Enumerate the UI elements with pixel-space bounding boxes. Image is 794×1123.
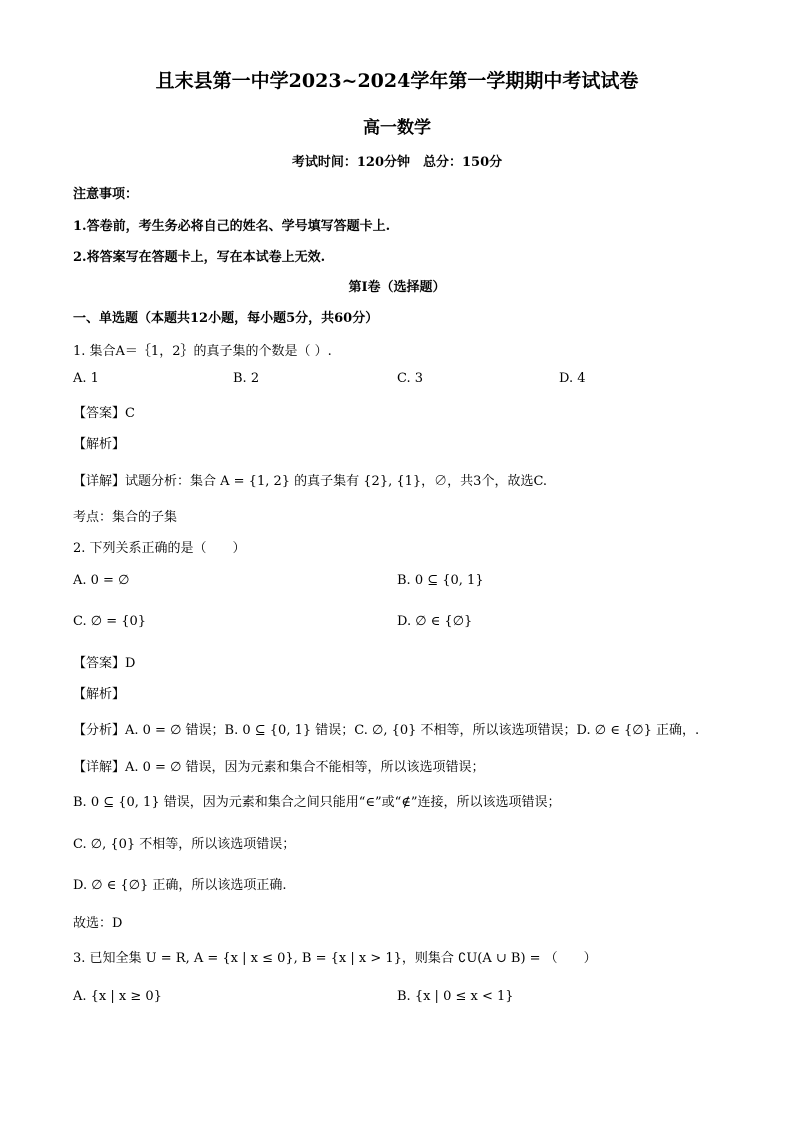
q2-conclusion: 故选：D bbox=[73, 916, 123, 931]
exam-title: 且末县第一中学2023~2024学年第一学期期中考试试卷 bbox=[155, 70, 639, 92]
q2-fenxi: 【分析】A. 0 = ∅ 错误；B. 0 ⊆ {0, 1} 错误；C. ∅, {0} 不相等，所以该选项错误；D. ∅ ∈ {∅} 正确，. bbox=[73, 723, 700, 738]
notes-item-1: 1.答卷前，考生务必将自己的姓名、学号填写答题卡上. bbox=[73, 219, 391, 234]
q3-option-b: B. {x | 0 ≤ x < 1} bbox=[397, 989, 514, 1004]
notes-heading: 注意事项： bbox=[73, 187, 139, 202]
q1-option-b: B. 2 bbox=[233, 371, 260, 386]
q2-stem: 2. 下列关系正确的是（ ） bbox=[73, 541, 246, 556]
section-heading: 一、单选题（本题共12小题，每小题5分，共60分） bbox=[73, 311, 379, 326]
q1-topic: 考点：集合的子集 bbox=[73, 510, 178, 525]
q2-option-d: D. ∅ ∈ {∅} bbox=[397, 614, 473, 629]
q2-option-c: C. ∅ = {0} bbox=[73, 614, 147, 629]
exam-info: 考试时间：120分钟 总分：150分 bbox=[291, 155, 503, 170]
volume-heading: 第Ⅰ卷（选择题） bbox=[348, 280, 446, 295]
q2-detail-b: B. 0 ⊆ {0, 1} 错误，因为元素和集合之间只能用“∈”或“∉”连接，所以该选项错误； bbox=[73, 795, 561, 810]
q1-answer: 【答案】C bbox=[73, 406, 135, 421]
q2-answer: 【答案】D bbox=[73, 656, 136, 671]
q1-analysis-label: 【解析】 bbox=[73, 437, 126, 452]
notes-item-2: 2.将答案写在答题卡上，写在本试卷上无效. bbox=[73, 250, 326, 265]
q2-option-a: A. 0 = ∅ bbox=[73, 573, 130, 588]
q2-detail-c: C. ∅, {0} 不相等，所以该选项错误； bbox=[73, 837, 296, 852]
q2-option-b: B. 0 ⊆ {0, 1} bbox=[397, 573, 484, 588]
q2-analysis-label: 【解析】 bbox=[73, 687, 126, 702]
q2-detail: 【详解】A. 0 = ∅ 错误，因为元素和集合不能相等，所以该选项错误； bbox=[73, 760, 485, 775]
q1-option-d: D. 4 bbox=[559, 371, 586, 386]
subject-title: 高一数学 bbox=[363, 118, 431, 138]
q1-option-a: A. 1 bbox=[73, 371, 99, 386]
q3-stem: 3. 已知全集 U = R, A = {x | x ≤ 0}, B = {x | x > 1}，则集合 ∁U(A ∪ B) = （ ） bbox=[73, 951, 597, 966]
q1-option-c: C. 3 bbox=[397, 371, 424, 386]
q1-detail: 【详解】试题分析：集合 A = {1, 2} 的真子集有 {2}, {1}，∅，共3个，故选C. bbox=[73, 474, 548, 489]
q1-stem: 1. 集合A＝｛1，2｝的真子集的个数是（ ）. bbox=[73, 344, 332, 359]
q2-detail-d: D. ∅ ∈ {∅} 正确，所以该选项正确. bbox=[73, 878, 287, 893]
q3-option-a: A. {x | x ≥ 0} bbox=[73, 989, 162, 1004]
